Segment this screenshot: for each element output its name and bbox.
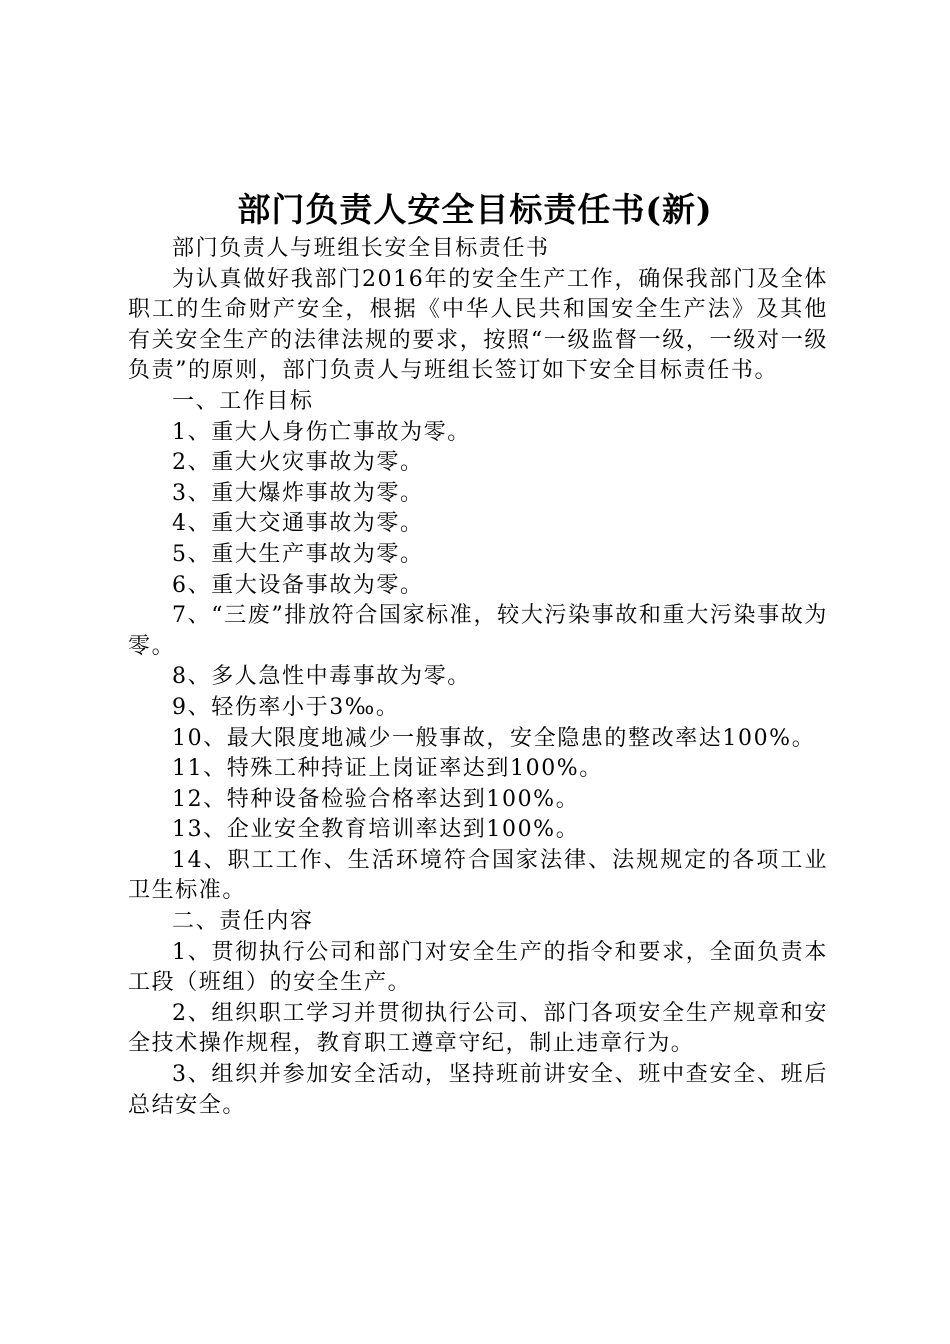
goal-item: 5、重大生产事故为零。: [172, 541, 424, 567]
goal-item: 3、重大爆炸事故为零。: [172, 480, 424, 506]
paragraph-subtitle: 部门负责人与班组长安全目标责任书: [172, 236, 550, 261]
document-body: [128, 234, 828, 1121]
goal-item: 13、企业安全教育培训率达到100%。: [172, 817, 580, 843]
paragraph-intro: 为认真做好我部门2016年的安全生产工作，确保我部门及全体职工的生命财产安全，根据《中华人民共和国安全生产法》及其他有关安全生产的法律法规的要求，按照“一级监督一级，一级对一级负责”的原则，部门负责人与班组长签订如下安全目标责任书。: [128, 266, 828, 384]
goal-item: 7、“三废”排放符合国家标准，较大污染事故和重大污染事故为零。: [128, 603, 828, 659]
goal-item: 8、多人急性中毒事故为零。: [172, 664, 471, 690]
section-heading-goals: 一、工作目标: [172, 388, 314, 414]
goal-item: 2、重大火灾事故为零。: [172, 450, 424, 476]
goal-item: 11、特殊工种持证上岗证率达到100%。: [172, 756, 603, 782]
goal-item: 1、重大人身伤亡事故为零。: [172, 419, 471, 445]
goal-item: 6、重大设备事故为零。: [172, 572, 424, 598]
goal-item: 14、职工工作、生活环境符合国家法律、法规规定的各项工业卫生标准。: [128, 847, 828, 904]
goal-item: 12、特种设备检验合格率达到100%。: [172, 786, 580, 812]
responsibility-item: 3、组织并参加安全活动，坚持班前讲安全、班中查安全、班后总结安全。: [128, 1062, 828, 1118]
goal-item: 10、最大限度地减少一般事故，安全隐患的整改率达100%。: [172, 725, 816, 751]
goal-item: 9、轻伤率小于3‰。: [172, 694, 400, 720]
section-heading-responsibilities: 二、责任内容: [172, 909, 314, 935]
document-title: 部门负责人安全目标责任书(新): [237, 190, 713, 229]
responsibility-item: 2、组织职工学习并贯彻执行公司、部门各项安全生产规章和安全技术操作规程，教育职工遵章守纪，制止违章行为。: [128, 1000, 828, 1057]
goal-item: 4、重大交通事故为零。: [172, 511, 424, 537]
responsibility-item: 1、贯彻执行公司和部门对安全生产的指令和要求，全面负责本工段（班组）的安全生产。: [128, 939, 828, 996]
